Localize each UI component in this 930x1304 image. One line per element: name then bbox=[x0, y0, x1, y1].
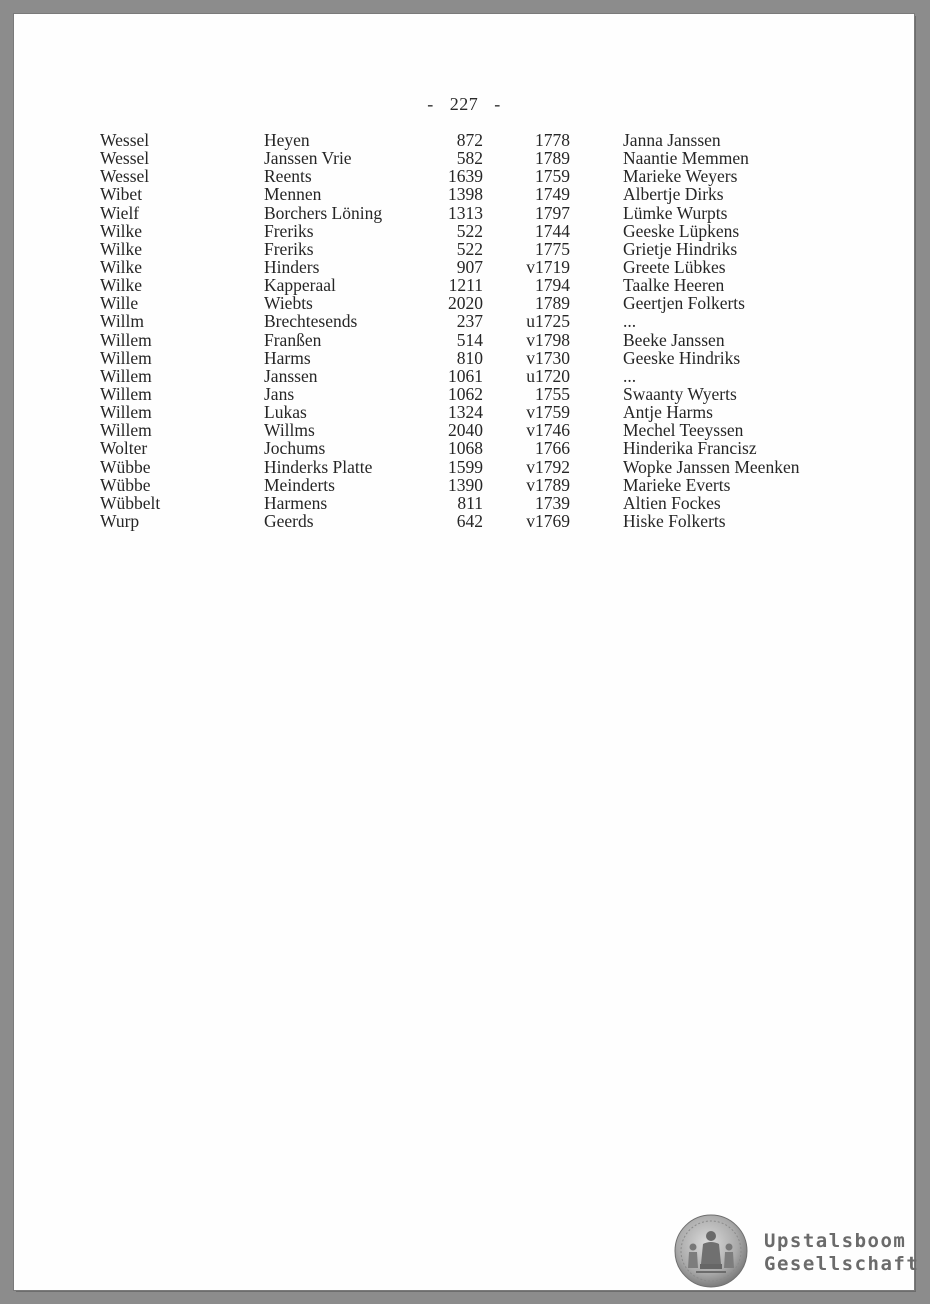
society-name-line-1: Upstalsboom bbox=[764, 1230, 907, 1252]
spouse-cell: Wopke Janssen Meenken bbox=[623, 456, 800, 477]
record-number-cell: 1313 bbox=[448, 202, 483, 223]
table-row bbox=[100, 458, 860, 476]
year-cell: 1794 bbox=[535, 275, 570, 296]
record-number-cell: 1324 bbox=[448, 402, 483, 423]
spouse-cell: Geeske Hindriks bbox=[623, 347, 741, 368]
spouse-cell: Albertje Dirks bbox=[623, 184, 724, 205]
table-row bbox=[100, 385, 860, 403]
surname-cell: Lukas bbox=[264, 402, 307, 423]
surname-cell: Wiebts bbox=[264, 293, 313, 314]
table-row bbox=[100, 439, 860, 457]
surname-cell: Janssen bbox=[264, 365, 318, 386]
spouse-cell: Janna Janssen bbox=[623, 130, 721, 150]
year-cell: v1719 bbox=[526, 256, 570, 277]
surname-cell: Freriks bbox=[264, 220, 314, 241]
surname-cell: Hinderks Platte bbox=[264, 456, 373, 477]
surname-cell: Brechtesends bbox=[264, 311, 358, 332]
surname-cell: Reents bbox=[264, 166, 312, 187]
seal-icon bbox=[674, 1214, 748, 1288]
surname-cell: Hinders bbox=[264, 256, 320, 277]
record-number-cell: 810 bbox=[456, 347, 483, 368]
first-name-cell: Wübbelt bbox=[100, 492, 161, 513]
document-page bbox=[14, 14, 920, 1290]
table-row bbox=[100, 258, 860, 276]
first-name-cell: Wessel bbox=[100, 130, 150, 150]
surname-cell: Meinderts bbox=[264, 474, 335, 495]
table-row bbox=[100, 131, 860, 149]
spouse-cell: Taalke Heeren bbox=[623, 275, 725, 296]
spouse-cell: Altien Fockes bbox=[623, 492, 721, 513]
surname-cell: Kapperaal bbox=[264, 275, 336, 296]
year-cell: v1746 bbox=[526, 420, 570, 441]
spouse-cell: Naantie Memmen bbox=[623, 148, 749, 169]
year-cell: 1744 bbox=[535, 220, 570, 241]
surname-cell: Geerds bbox=[264, 510, 314, 531]
table-row bbox=[100, 167, 860, 185]
first-name-cell: Willm bbox=[100, 311, 145, 332]
society-name-line-2: Gesellschaft bbox=[764, 1253, 920, 1275]
spouse-cell: Hinderika Francisz bbox=[623, 438, 757, 459]
first-name-cell: Wilke bbox=[100, 275, 143, 296]
page-number-dash-left: - bbox=[427, 94, 434, 114]
table-row bbox=[100, 185, 860, 203]
spouse-cell: Mechel Teeyssen bbox=[623, 420, 744, 441]
spouse-cell: Geeske Lüpkens bbox=[623, 220, 740, 241]
surname-cell: Willms bbox=[264, 420, 315, 441]
year-cell: 1749 bbox=[535, 184, 570, 205]
spouse-cell: Grietje Hindriks bbox=[623, 238, 738, 259]
surname-cell: Mennen bbox=[264, 184, 322, 205]
record-number-cell: 811 bbox=[457, 492, 483, 513]
first-name-cell: Wielf bbox=[100, 202, 140, 223]
year-cell: v1789 bbox=[526, 474, 570, 495]
year-cell: 1775 bbox=[535, 238, 570, 259]
table-row bbox=[100, 149, 860, 167]
year-cell: v1730 bbox=[526, 347, 570, 368]
first-name-cell: Willem bbox=[100, 420, 152, 441]
year-cell: v1792 bbox=[526, 456, 570, 477]
table-row bbox=[100, 367, 860, 385]
first-name-cell: Willem bbox=[100, 347, 152, 368]
record-number-cell: 1398 bbox=[448, 184, 483, 205]
table-row bbox=[100, 276, 860, 294]
society-name bbox=[764, 1230, 919, 1276]
spouse-cell: ... bbox=[623, 365, 637, 386]
spouse-cell: Greete Lübkes bbox=[623, 256, 726, 277]
record-number-cell: 237 bbox=[456, 311, 483, 332]
record-number-cell: 1211 bbox=[448, 275, 483, 296]
year-cell: u1720 bbox=[526, 365, 570, 386]
year-cell: v1798 bbox=[526, 329, 570, 350]
surname-cell: Jochums bbox=[264, 438, 326, 459]
first-name-cell: Wübbe bbox=[100, 456, 151, 477]
year-cell: 1759 bbox=[535, 166, 570, 187]
table-row bbox=[100, 494, 860, 512]
first-name-cell: Wille bbox=[100, 293, 139, 314]
table-row bbox=[100, 204, 860, 222]
record-number-cell: 872 bbox=[456, 130, 483, 150]
spouse-cell: Hiske Folkerts bbox=[623, 510, 726, 531]
table-row bbox=[100, 476, 860, 494]
surname-cell: Franßen bbox=[264, 329, 322, 350]
first-name-cell: Willem bbox=[100, 365, 152, 386]
page-number bbox=[14, 94, 914, 115]
record-number-cell: 1061 bbox=[448, 365, 483, 386]
table-row bbox=[100, 331, 860, 349]
surname-cell: Freriks bbox=[264, 238, 314, 259]
table-row bbox=[100, 222, 860, 240]
genealogy-register-table bbox=[100, 131, 860, 530]
spouse-cell: Swaanty Wyerts bbox=[623, 383, 737, 404]
page-number-value: 227 bbox=[449, 94, 479, 114]
first-name-cell: Wurp bbox=[100, 510, 140, 531]
year-cell: 1789 bbox=[535, 148, 570, 169]
spouse-cell: Marieke Weyers bbox=[623, 166, 738, 187]
record-number-cell: 907 bbox=[456, 256, 483, 277]
year-cell: 1778 bbox=[535, 130, 570, 150]
year-cell: 1789 bbox=[535, 293, 570, 314]
first-name-cell: Wibet bbox=[100, 184, 143, 205]
record-number-cell: 2020 bbox=[448, 293, 483, 314]
year-cell: 1739 bbox=[535, 492, 570, 513]
first-name-cell: Wessel bbox=[100, 148, 150, 169]
society-logo bbox=[674, 1214, 924, 1290]
table-row bbox=[100, 421, 860, 439]
spouse-cell: Marieke Everts bbox=[623, 474, 731, 495]
first-name-cell: Wübbe bbox=[100, 474, 151, 495]
record-number-cell: 1599 bbox=[448, 456, 483, 477]
table-row bbox=[100, 512, 860, 530]
table-row bbox=[100, 312, 860, 330]
spouse-cell: Antje Harms bbox=[623, 402, 713, 423]
table-row bbox=[100, 403, 860, 421]
year-cell: u1725 bbox=[526, 311, 570, 332]
table-row bbox=[100, 294, 860, 312]
first-name-cell: Wilke bbox=[100, 220, 143, 241]
record-number-cell: 582 bbox=[456, 148, 483, 169]
record-number-cell: 1062 bbox=[448, 383, 483, 404]
first-name-cell: Wolter bbox=[100, 438, 148, 459]
first-name-cell: Willem bbox=[100, 329, 152, 350]
table-row bbox=[100, 349, 860, 367]
record-number-cell: 1068 bbox=[448, 438, 483, 459]
surname-cell: Harms bbox=[264, 347, 311, 368]
surname-cell: Jans bbox=[264, 383, 295, 404]
record-number-cell: 642 bbox=[456, 510, 483, 531]
year-cell: 1755 bbox=[535, 383, 570, 404]
first-name-cell: Wessel bbox=[100, 166, 150, 187]
page-number-dash-right: - bbox=[494, 94, 501, 114]
spouse-cell: Beeke Janssen bbox=[623, 329, 725, 350]
surname-cell: Harmens bbox=[264, 492, 328, 513]
spouse-cell: ... bbox=[623, 311, 637, 332]
first-name-cell: Willem bbox=[100, 402, 152, 423]
first-name-cell: Wilke bbox=[100, 256, 143, 277]
year-cell: v1759 bbox=[526, 402, 570, 423]
spouse-cell: Lümke Wurpts bbox=[623, 202, 728, 223]
surname-cell: Janssen Vrie bbox=[264, 148, 352, 169]
first-name-cell: Wilke bbox=[100, 238, 143, 259]
year-cell: 1766 bbox=[535, 438, 570, 459]
record-number-cell: 1639 bbox=[448, 166, 483, 187]
record-number-cell: 522 bbox=[456, 220, 483, 241]
surname-cell: Borchers Löning bbox=[264, 202, 383, 223]
year-cell: v1769 bbox=[526, 510, 570, 531]
record-number-cell: 2040 bbox=[448, 420, 483, 441]
table-row bbox=[100, 240, 860, 258]
spouse-cell: Geertjen Folkerts bbox=[623, 293, 745, 314]
first-name-cell: Willem bbox=[100, 383, 152, 404]
year-cell: 1797 bbox=[535, 202, 570, 223]
surname-cell: Heyen bbox=[264, 130, 310, 150]
record-number-cell: 1390 bbox=[448, 474, 483, 495]
record-number-cell: 522 bbox=[456, 238, 483, 259]
record-number-cell: 514 bbox=[456, 329, 483, 350]
